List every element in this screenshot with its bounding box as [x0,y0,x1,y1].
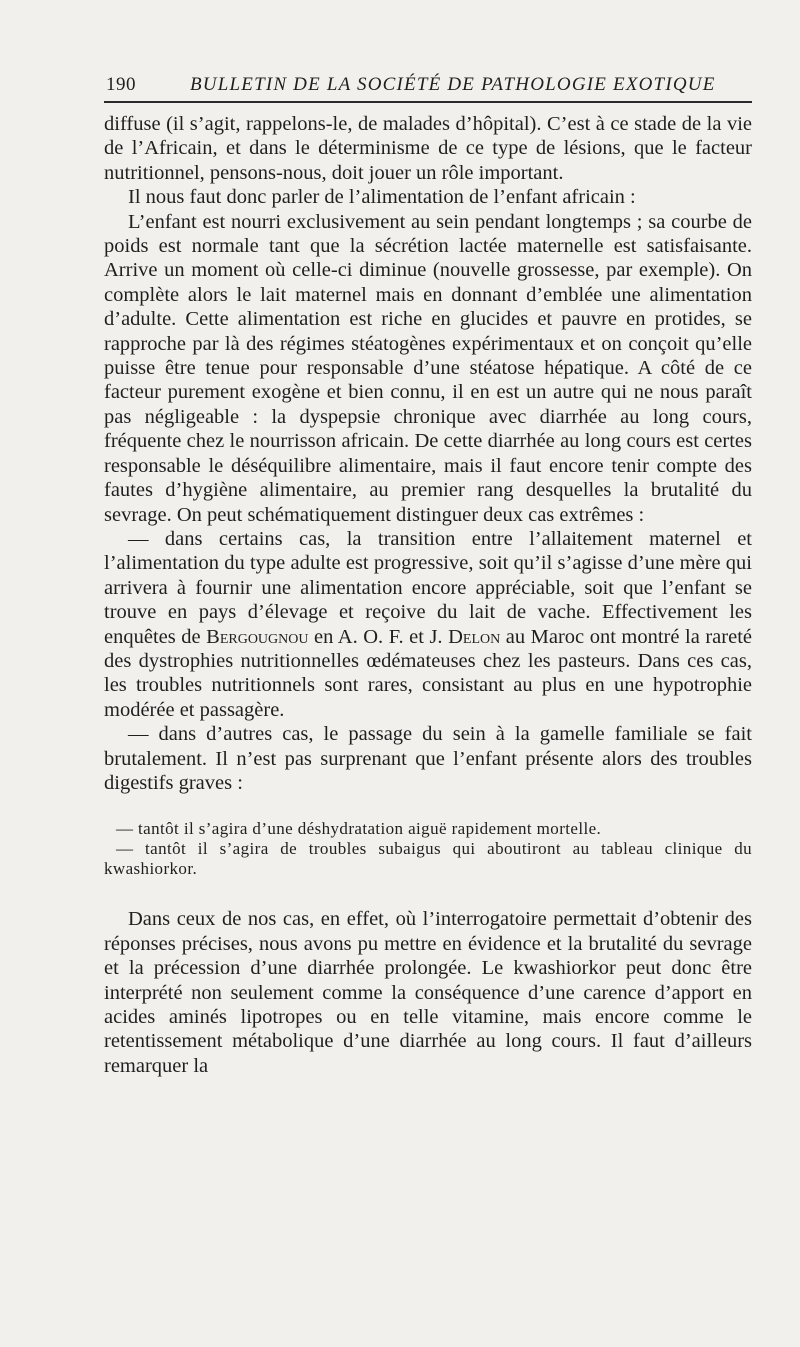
paragraph-intro-alimentation: Il nous faut donc parler de l’alimentation de l’enfant africain : [128,186,636,209]
page-header [106,68,752,100]
article-body [104,112,752,1078]
paragraph-continuation: diffuse (il s’agit, rappelons-le, de malades d’hôpital). C’est à ce stade de la vie de l’Africain, et dans le déterminisme de ce type de lésions, que le facteur nutritionnel, pensons-nous, doit jouer un rôle important. [104,113,752,184]
author-name-delon: Delon [448,625,501,648]
sub-item-dehydration: — tantôt il s’agira d’une déshydratation aiguë rapidement mortelle. [116,819,602,839]
author-name-bergougnou: Bergougnou [206,625,309,648]
header-rule [104,101,752,103]
page-number: 190 [106,74,136,95]
dash-item-progressive-text-a: — dans certains cas, la transition entre l’allaitement maternel et l’alimentation du type adulte est progressive, soit qu’il s’agisse d’une mère qui arrivera à fournir une alimentation encore appréciable, soit que l’enfant se trouve en pays d’élevage et reçoive du lait de vache. Effectivement les enquêtes de [104,527,752,648]
dash-item-progressive-text-b: en A. O. F. et J. [308,625,449,648]
dash-item-progressive [104,527,752,722]
paragraph-conclusion: Dans ceux de nos cas, en effet, où l’interrogatoire permettait d’obtenir des réponses précises, nous avons pu mettre en évidence et la brutalité du sevrage et la précession d’une diarrhée prolongée. Le kwashiorkor peut donc être interprété non seulement comme la conséquence d’une carence d’apport en acides aminés lipotropes ou en telle vitamine, mais encore comme le retentissement métabolique d’une diarrhée au long cours. Il faut d’ailleurs remarquer la [104,908,752,1077]
sub-list [104,819,752,879]
sub-item-kwashiorkor: — tantôt il s’agira de troubles subaigus qui aboutiront au tableau clinique du kwashiorkor. [104,839,752,879]
dash-item-progressive-text-c: au Maroc ont montré la rareté des dystrophies nutritionnelles œdémateuses chez les pasteurs. Dans ces cas, les troubles nutritionnels sont rares, consistant au plus en une hypotrophie modérée et passagère. [104,625,752,721]
dash-item-brutal: — dans d’autres cas, le passage du sein à la gamelle familiale se fait brutalement. Il n’est pas surprenant que l’enfant présente alors des troubles digestifs graves : [104,723,752,794]
running-title: BULLETIN DE LA SOCIÉTÉ DE PATHOLOGIE EXOTIQUE [190,74,716,95]
paragraph-child-feeding: L’enfant est nourri exclusivement au sein pendant longtemps ; sa courbe de poids est normale tant que la sécrétion lactée maternelle est satisfaisante. Arrive un moment où celle-ci diminue (nouvelle grossesse, par exemple). On complète alors le lait maternel mais en donnant d’emblée une alimentation d’adulte. Cette alimentation est riche en glucides et pauvre en protides, se rapproche par là des régimes stéatogènes expérimentaux et on conçoit qu’elle puisse être tenue pour responsable d’une stéatose hépatique. A côté de ce facteur purement exogène et bien connu, il en est un autre qui ne nous paraît pas négligeable : la dyspepsie chronique avec diarrhée au long cours, fréquente chez le nourrisson africain. De cette diarrhée au long cours est certes responsable le déséquilibre alimentaire, mais il faut encore tenir compte des fautes d’hygiène alimentaire, au premier rang desquelles la brutalité du sevrage. On peut schématiquement distinguer deux cas extrêmes : [104,210,752,526]
